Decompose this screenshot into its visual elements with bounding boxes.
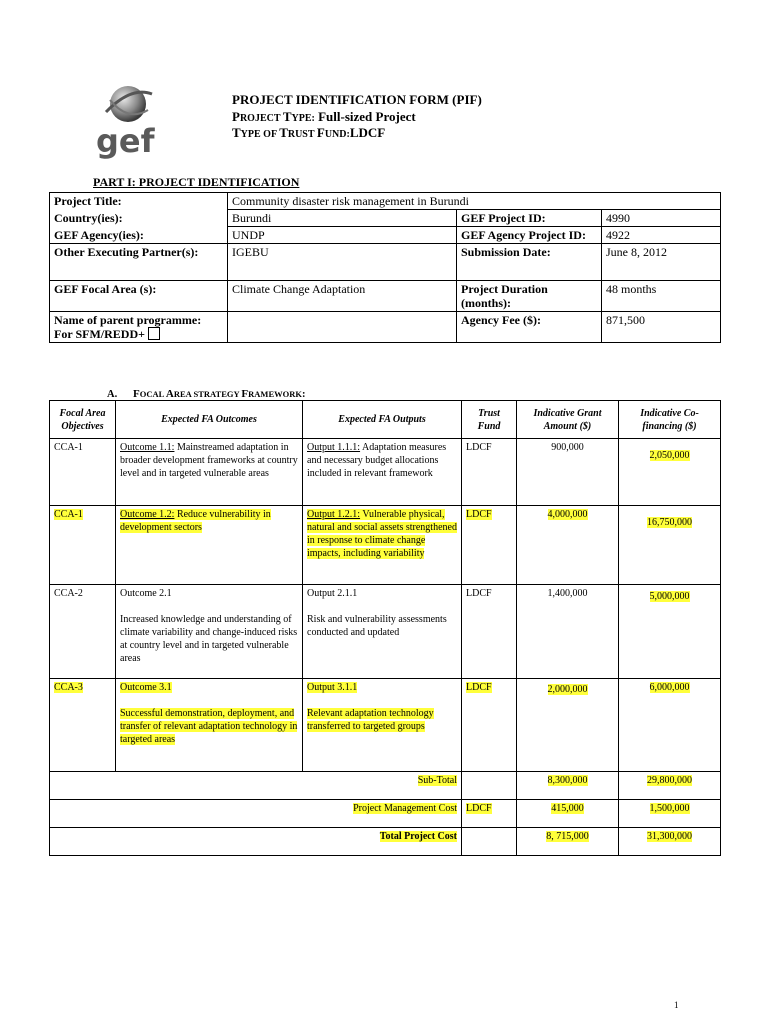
total-label-cell: Total Project Cost xyxy=(50,828,462,856)
cofinancing-cell: 5,000,000 xyxy=(619,585,721,679)
pm-cost-row xyxy=(50,800,721,828)
country-label: Country(ies): xyxy=(50,210,228,227)
grant-cell: 4,000,000 xyxy=(517,506,619,585)
agency-fee-label: Agency Fee ($): xyxy=(457,312,602,343)
fund-cell: LDCF xyxy=(462,679,517,772)
grant-cell: 900,000 xyxy=(517,439,619,506)
project-identification-table xyxy=(49,192,721,343)
grant-cell: 415,000 xyxy=(517,800,619,828)
objective-cell: CCA-2 xyxy=(50,585,116,679)
gef-logo xyxy=(86,82,166,162)
subtotal-label-cell: Sub-Total xyxy=(50,772,462,800)
output-cell: Output 1.2.1: Vulnerable physical, natural and social assets strengthened in response to climate change impacts, including variability xyxy=(303,506,462,585)
table-row xyxy=(50,210,721,227)
trust-fund-line: TYPE OF TRUST FUND:LDCF xyxy=(232,125,386,140)
fund-cell: LDCF xyxy=(462,439,517,506)
agency-fee-value: 871,500 xyxy=(602,312,721,343)
project-title-value: Community disaster risk management in Burundi xyxy=(228,193,721,210)
trust-fund-value: LDCF xyxy=(349,125,386,140)
fund-cell xyxy=(462,828,517,856)
grant-cell: 8, 715,000 xyxy=(517,828,619,856)
objective-cell: CCA-3 xyxy=(50,679,116,772)
submission-date-value: June 8, 2012 xyxy=(602,244,721,281)
redd-checkbox[interactable] xyxy=(148,327,160,340)
total-row xyxy=(50,828,721,856)
parent-programme-value xyxy=(228,312,457,343)
duration-label: Project Duration (months): xyxy=(457,281,602,312)
table-row xyxy=(50,585,721,679)
outcome-cell: Outcome 1.2: Reduce vulnerability in development sectors xyxy=(116,506,303,585)
partners-label: Other Executing Partner(s): xyxy=(50,244,228,281)
fund-cell xyxy=(462,772,517,800)
parent-programme-label xyxy=(50,312,228,343)
table-row xyxy=(50,281,721,312)
fund-cell: LDCF xyxy=(462,506,517,585)
focal-area-label: GEF Focal Area (s): xyxy=(50,281,228,312)
outcome-cell: Outcome 1.1: Mainstreamed adaptation in broader development frameworks at country level and in targeted vulnerable areas xyxy=(116,439,303,506)
grant-cell: 8,300,000 xyxy=(517,772,619,800)
table-row xyxy=(50,193,721,210)
cofinancing-cell: 29,800,000 xyxy=(619,772,721,800)
table-row xyxy=(50,679,721,772)
project-type-value: Full-sized Project xyxy=(314,109,416,124)
parent-programme-line1: Name of parent programme: xyxy=(54,313,202,327)
subtotal-row xyxy=(50,772,721,800)
col-grant: Indicative Grant Amount ($) xyxy=(517,401,619,439)
gef-project-id-value: 4990 xyxy=(602,210,721,227)
outcome-cell: Outcome 3.1 Successful demonstration, deployment, and transfer of relevant adaptation technology in targeted areas xyxy=(116,679,303,772)
pm-cost-label-cell: Project Management Cost xyxy=(50,800,462,828)
parent-programme-line2: For SFM/REDD+ xyxy=(54,327,223,341)
table-row xyxy=(50,244,721,281)
page-number: 1 xyxy=(674,1000,679,1010)
gef-project-id-label: GEF Project ID: xyxy=(457,210,602,227)
part1-heading: PART I: PROJECT IDENTIFICATION xyxy=(93,175,300,189)
output-cell: Output 1.1.1: Adaptation measures and necessary budget allocations included in relevant framework xyxy=(303,439,462,506)
country-value: Burundi xyxy=(228,210,457,227)
table-row xyxy=(50,312,721,343)
fund-cell: LDCF xyxy=(462,585,517,679)
objective-cell: CCA-1 xyxy=(50,439,116,506)
table-header-row xyxy=(50,401,721,439)
cofinancing-cell: 31,300,000 xyxy=(619,828,721,856)
duration-value: 48 months xyxy=(602,281,721,312)
output-cell: Output 2.1.1 Risk and vulnerability assessments conducted and updated xyxy=(303,585,462,679)
col-outputs: Expected FA Outputs xyxy=(303,401,462,439)
col-objectives: Focal Area Objectives xyxy=(50,401,116,439)
col-outcomes: Expected FA Outcomes xyxy=(116,401,303,439)
submission-date-label: Submission Date: xyxy=(457,244,602,281)
cofinancing-cell: 1,500,000 xyxy=(619,800,721,828)
outcome-cell: Outcome 2.1 Increased knowledge and understanding of climate variability and change-induced risks at country level and in targeted vulnerable areas xyxy=(116,585,303,679)
agency-label: GEF Agency(ies): xyxy=(50,227,228,244)
logo-text: gef xyxy=(96,122,155,160)
agency-project-id-value: 4922 xyxy=(602,227,721,244)
cofinancing-cell: 6,000,000 xyxy=(619,679,721,772)
form-title: PROJECT IDENTIFICATION FORM (PIF) xyxy=(232,92,482,107)
table-row xyxy=(50,227,721,244)
grant-cell: 2,000,000 xyxy=(517,679,619,772)
agency-value: UNDP xyxy=(228,227,457,244)
project-type-line: PROJECT TYPE: Full-sized Project xyxy=(232,109,416,124)
cofinancing-cell: 16,750,000 xyxy=(619,506,721,585)
output-cell: Output 3.1.1 Relevant adaptation technology transferred to targeted groups xyxy=(303,679,462,772)
section-a-heading: A. FOCAL AREA STRATEGY FRAMEWORK: xyxy=(107,388,306,400)
col-trust-fund: Trust Fund xyxy=(462,401,517,439)
table-row xyxy=(50,506,721,585)
project-title-label: Project Title: xyxy=(50,193,228,210)
focal-area-value: Climate Change Adaptation xyxy=(228,281,457,312)
grant-cell: 1,400,000 xyxy=(517,585,619,679)
col-cofinancing: Indicative Co-financing ($) xyxy=(619,401,721,439)
partners-value: IGEBU xyxy=(228,244,457,281)
focal-area-strategy-table xyxy=(49,400,721,856)
agency-project-id-label: GEF Agency Project ID: xyxy=(457,227,602,244)
table-row xyxy=(50,439,721,506)
fund-cell: LDCF xyxy=(462,800,517,828)
globe-icon xyxy=(86,82,166,162)
cofinancing-cell: 2,050,000 xyxy=(619,439,721,506)
objective-cell: CCA-1 xyxy=(50,506,116,585)
